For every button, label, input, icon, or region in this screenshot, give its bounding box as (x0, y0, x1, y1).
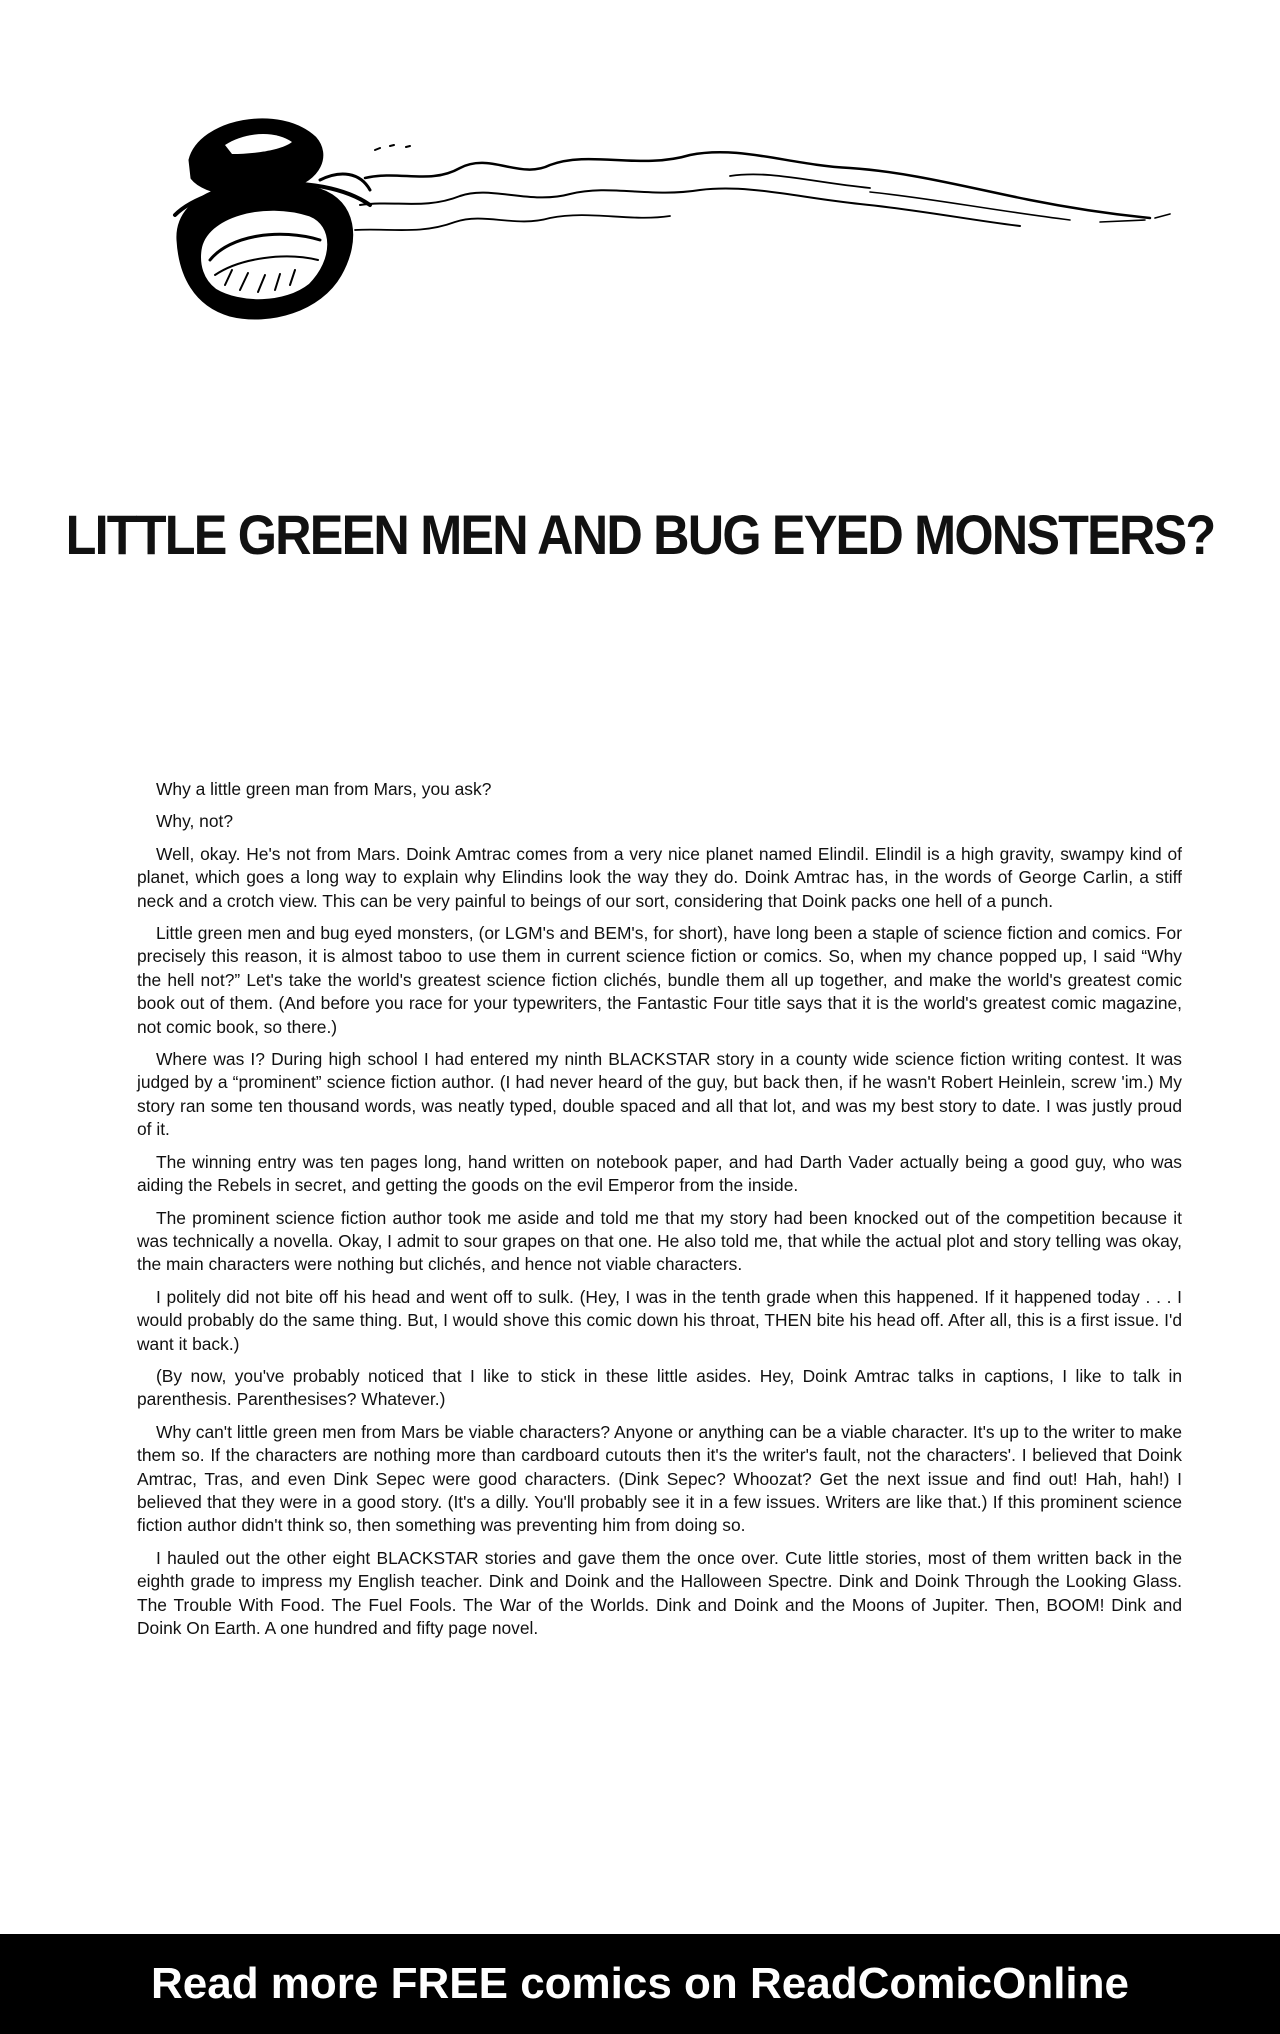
paragraph: Well, okay. He's not from Mars. Doink Amtrac comes from a very nice planet named Elindil. Elindil is a high gravity, swampy kind of planet, which goes a long way to explain why Elindins look the way they do. Doink Amtrac has, in the words of George Carlin, a stiff neck and a crotch view. This can be very painful to beings of our sort, considering that Doink packs one hell of a punch. (137, 843, 1182, 911)
read-more-banner-link[interactable]: Read more FREE comics on ReadComicOnline (0, 1934, 1280, 2034)
paragraph: (By now, you've probably noticed that I like to stick in these little asides. Hey, Doink Amtrac talks in captions, I like to talk in parenthesis. Parenthesises? Whatever.) (137, 1365, 1182, 1410)
article-body (137, 778, 1182, 1649)
page-title: LITTLE GREEN MEN AND BUG EYED MONSTERS? (65, 503, 1215, 566)
paragraph: Why can't little green men from Mars be viable characters? Anyone or anything can be a viable character. It's up to the writer to make them so. If the characters are nothing more than cardboard cutouts then it's the writer's fault, not the characters'. I believed that Doink Amtrac, Tras, and even Dink Sepec were good characters. (Dink Sepec? Whoozat? Get the next issue and find out! Hah, hah!) I believed that they were in a good story. (It's a dilly. You'll probably see it in a few issues. Writers are like that.) If this prominent science fiction author didn't think so, then something was preventing him from doing so. (137, 1421, 1182, 1536)
paragraph: Where was I? During high school I had entered my ninth BLACKSTAR story in a county wide science fiction writing contest. It was judged by a “prominent” science fiction author. (I had never heard of the guy, but back then, if he wasn't Robert Heinlein, screw 'im.) My story ran some ten thousand words, was neatly typed, double spaced and all that lot, and was my best story to date. I was justly proud of it. (137, 1049, 1182, 1140)
flying-saucer-icon (170, 110, 1270, 340)
paragraph: I hauled out the other eight BLACKSTAR stories and gave them the once over. Cute little stories, most of them written back in the eighth grade to impress my English teacher. Dink and Doink and the Halloween Spectre. Dink and Doink Through the Looking Glass. The Trouble With Food. The Fuel Fools. The War of the Worlds. Dink and Doink and the Moons of Jupiter. Then, BOOM! Dink and Doink On Earth. A one hundred and fifty page novel. (137, 1547, 1182, 1638)
paragraph: Why, not? (156, 811, 234, 832)
paragraph: The winning entry was ten pages long, hand written on notebook paper, and had Darth Vader actually being a good guy, who was aiding the Rebels in secret, and getting the goods on the evil Emperor from the inside. (137, 1151, 1182, 1196)
paragraph: Why a little green man from Mars, you ask? (156, 779, 492, 799)
paragraph: I politely did not bite off his head and went off to sulk. (Hey, I was in the tenth grade when this happened. If it happened today . . . I would probably do the same thing. But, I would shove this comic down his throat, THEN bite his head off. After all, this is a first issue. I'd want it back.) (137, 1286, 1182, 1354)
paragraph: Little green men and bug eyed monsters, (or LGM's and BEM's, for short), have long been a staple of science fiction and comics. For precisely this reason, it is almost taboo to use them in current science fiction or comics. So, when my chance popped up, I said “Why the hell not?” Let's take the world's greatest science fiction clichés, bundle them all up together, and make the world's greatest comic book out of them. (And before you race for your typewriters, the Fantastic Four title says that it is the world's greatest comic magazine, not comic book, so there.) (137, 923, 1182, 1037)
paragraph: The prominent science fiction author took me aside and told me that my story had been knocked out of the competition because it was technically a novella. Okay, I admit to sour grapes on that one. He also told me, that while the actual plot and story telling was okay, the main characters were nothing but clichés, and hence not viable characters. (137, 1207, 1182, 1275)
